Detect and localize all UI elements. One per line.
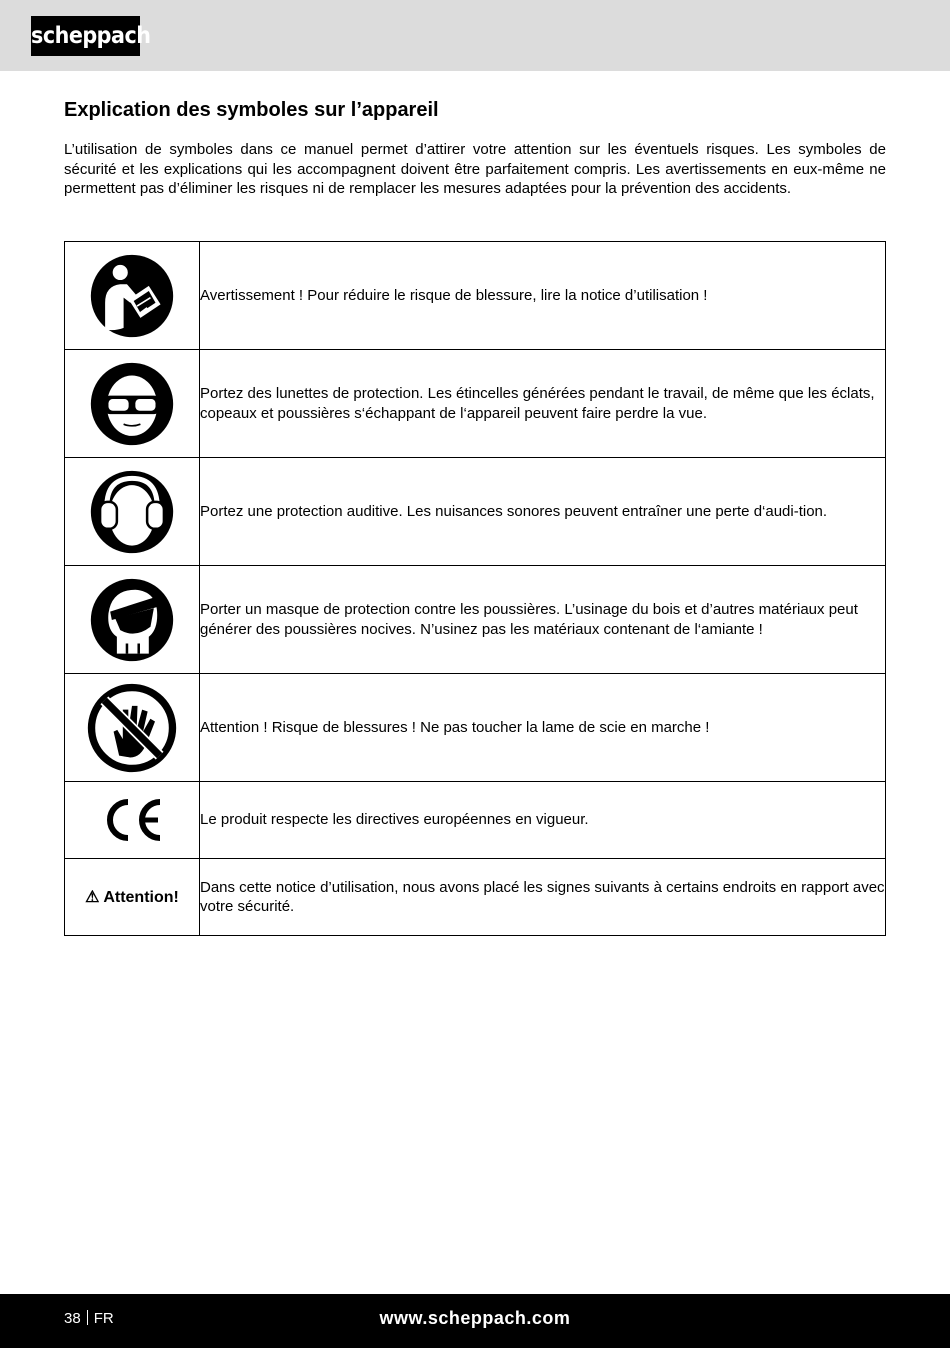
- scheppach-logo: scheppach: [31, 16, 140, 56]
- dust-mask-icon: [90, 578, 174, 662]
- page-title: Explication des symboles sur l’appareil: [64, 99, 439, 121]
- table-row: [65, 458, 886, 566]
- icon-cell: [65, 859, 200, 936]
- table-row: [65, 859, 886, 936]
- no-touch-icon: [86, 682, 178, 774]
- website-url: www.scheppach.com: [379, 1308, 571, 1328]
- table-row: [65, 350, 886, 458]
- symbol-description: Dans cette notice d’utilisation, nous avons placé les signes suivants à certains endroits en rapport avec votre sécurité.: [200, 859, 886, 936]
- warning-triangle-icon: ⚠ Attention!: [85, 889, 179, 906]
- table-row: [65, 782, 886, 859]
- icon-cell: [65, 782, 200, 859]
- table-row: [65, 674, 886, 782]
- icon-cell: [65, 674, 200, 782]
- icon-cell: [65, 566, 200, 674]
- ear-protection-icon: [90, 470, 174, 554]
- symbol-description: Attention ! Risque de blessures ! Ne pas toucher la lame de scie en marche !: [200, 674, 886, 782]
- icon-cell: [65, 242, 200, 350]
- safety-goggles-icon: [90, 362, 174, 446]
- ce-mark-icon: [98, 796, 166, 844]
- icon-cell: [65, 458, 200, 566]
- read-manual-icon: [90, 254, 174, 338]
- table-row: [65, 242, 886, 350]
- intro-paragraph: L’utilisation de symboles dans ce manuel permet d’attirer votre attention sur les éventuels risques. Les symboles de sécurité et les explications qui les accompagnent doivent être parfaitement compris. Les avertissements en eux-même ne permettent pas d’éliminer les risques ni de remplacer les mesures adaptées pour la prévention des accidents.: [64, 141, 886, 197]
- symbol-description: Portez une protection auditive. Les nuisances sonores peuvent entraîner une perte d‘audi-tion.: [200, 458, 886, 566]
- page-header: [0, 0, 950, 71]
- symbol-description: Portez des lunettes de protection. Les étincelles générées pendant le travail, de même que les éclats, copeaux et poussières s‘échappant de l‘appareil peuvent faire perdre la vue.: [200, 350, 886, 458]
- symbol-description: Le produit respecte les directives européennes en vigueur.: [200, 782, 886, 859]
- symbol-description: Porter un masque de protection contre les poussières. L’usinage du bois et d’autres matériaux peut générer des poussières nocives. N’usinez pas les matériaux contenant de l‘amiante !: [200, 566, 886, 674]
- symbols-table: [64, 241, 886, 936]
- symbol-description: Avertissement ! Pour réduire le risque de blessure, lire la notice d’utilisation !: [200, 242, 886, 350]
- page-number-value: 38: [64, 1310, 81, 1327]
- page-footer: [0, 1294, 950, 1348]
- language-code: FR: [93, 1310, 114, 1327]
- table-row: [65, 566, 886, 674]
- icon-cell: [65, 350, 200, 458]
